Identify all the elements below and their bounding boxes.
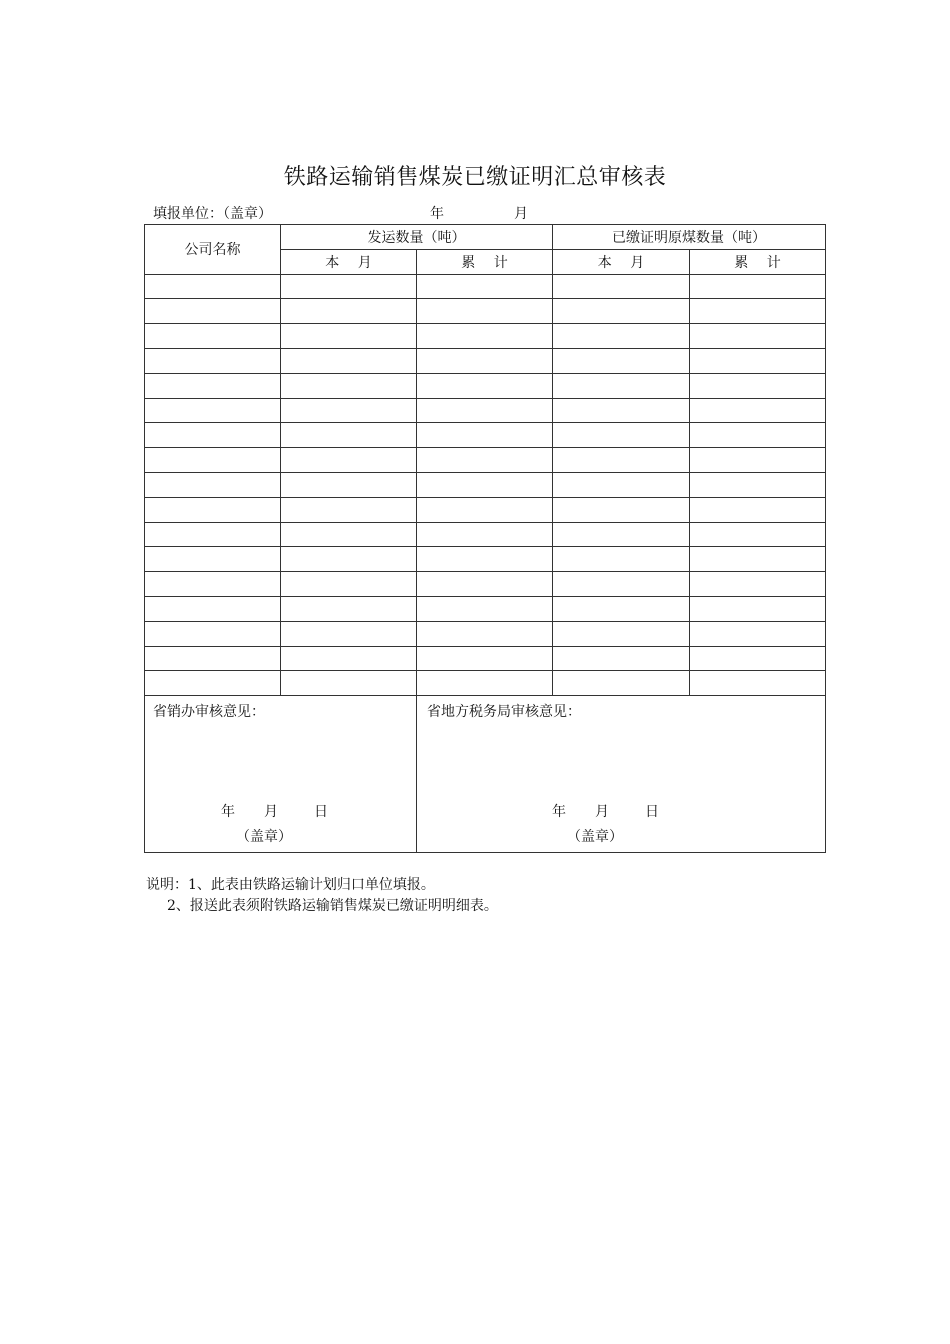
table-cell[interactable] xyxy=(145,596,281,621)
table-row xyxy=(145,497,826,522)
table-cell[interactable] xyxy=(145,274,281,299)
table-row xyxy=(145,324,826,349)
table-cell[interactable] xyxy=(553,497,690,522)
table-cell[interactable] xyxy=(417,448,553,473)
table-cell[interactable] xyxy=(417,324,553,349)
table-cell[interactable] xyxy=(145,646,281,671)
table-cell[interactable] xyxy=(417,646,553,671)
table-cell[interactable] xyxy=(417,299,553,324)
note-line-2: 2、报送此表须附铁路运输销售煤炭已缴证明明细表。 xyxy=(167,898,498,914)
table-cell[interactable] xyxy=(417,596,553,621)
table-cell[interactable] xyxy=(553,274,690,299)
table-row xyxy=(145,522,826,547)
tax-bureau-seal-label: （盖章） xyxy=(567,829,623,846)
opinion-row xyxy=(145,696,826,853)
table-cell[interactable] xyxy=(145,572,281,597)
table-cell[interactable] xyxy=(553,671,690,696)
table-cell[interactable] xyxy=(281,522,417,547)
table-cell[interactable] xyxy=(553,324,690,349)
table-cell[interactable] xyxy=(281,324,417,349)
table-cell[interactable] xyxy=(281,398,417,423)
table-cell[interactable] xyxy=(417,373,553,398)
table-cell[interactable] xyxy=(281,621,417,646)
tax-bureau-day: 日 xyxy=(645,804,659,821)
page-title: 铁路运输销售煤炭已缴证明汇总审核表 xyxy=(283,165,667,190)
table-cell[interactable] xyxy=(145,423,281,448)
table-row xyxy=(145,398,826,423)
table-cell[interactable] xyxy=(417,423,553,448)
tax-bureau-date xyxy=(417,801,825,821)
table-cell[interactable] xyxy=(417,274,553,299)
table-cell[interactable] xyxy=(145,448,281,473)
fill-info-line xyxy=(153,203,833,223)
shipped-this-month-header: 本 月 xyxy=(281,249,417,274)
table-row xyxy=(145,299,826,324)
sales-office-seal-label: （盖章） xyxy=(236,829,292,846)
table-cell[interactable] xyxy=(145,373,281,398)
tax-bureau-month: 月 xyxy=(595,804,609,821)
table-row xyxy=(145,274,826,299)
table-cell[interactable] xyxy=(417,572,553,597)
sales-office-date xyxy=(145,801,416,821)
tax-bureau-year: 年 xyxy=(552,804,566,821)
table-cell[interactable] xyxy=(281,572,417,597)
table-cell[interactable] xyxy=(690,299,826,324)
table-cell[interactable] xyxy=(553,646,690,671)
table-cell[interactable] xyxy=(281,373,417,398)
shipped-cumulative-header: 累 计 xyxy=(417,249,553,274)
table-cell[interactable] xyxy=(690,522,826,547)
year-label: 年 xyxy=(430,206,444,222)
tax-bureau-opinion-label: 省地方税务局审核意见： xyxy=(427,704,581,721)
table-cell[interactable] xyxy=(690,448,826,473)
table-cell[interactable] xyxy=(553,373,690,398)
table-cell[interactable] xyxy=(553,472,690,497)
table-row xyxy=(145,547,826,572)
table-cell[interactable] xyxy=(145,398,281,423)
table-cell[interactable] xyxy=(145,497,281,522)
table-cell[interactable] xyxy=(690,621,826,646)
table-cell[interactable] xyxy=(553,448,690,473)
table-cell[interactable] xyxy=(553,398,690,423)
table-row xyxy=(145,423,826,448)
table-row xyxy=(145,373,826,398)
table-cell[interactable] xyxy=(553,423,690,448)
table-cell[interactable] xyxy=(417,497,553,522)
table-cell[interactable] xyxy=(281,274,417,299)
table-cell[interactable] xyxy=(417,621,553,646)
table-cell[interactable] xyxy=(690,324,826,349)
table-cell[interactable] xyxy=(690,398,826,423)
table-cell[interactable] xyxy=(417,348,553,373)
company-name-header: 公司名称 xyxy=(145,225,281,275)
sales-office-year: 年 xyxy=(221,804,235,821)
table-cell[interactable] xyxy=(690,572,826,597)
table-cell[interactable] xyxy=(553,348,690,373)
shipped-quantity-header: 发运数量（吨） xyxy=(281,225,553,250)
table-cell[interactable] xyxy=(553,547,690,572)
table-cell[interactable] xyxy=(553,299,690,324)
certified-quantity-header: 已缴证明原煤数量（吨） xyxy=(553,225,826,250)
table-cell[interactable] xyxy=(690,472,826,497)
table-cell[interactable] xyxy=(690,671,826,696)
table-cell[interactable] xyxy=(690,423,826,448)
table-cell[interactable] xyxy=(417,547,553,572)
table-cell[interactable] xyxy=(690,646,826,671)
table-cell[interactable] xyxy=(145,324,281,349)
table-cell[interactable] xyxy=(690,596,826,621)
sales-office-opinion-cell[interactable] xyxy=(145,696,417,853)
sales-office-opinion-label: 省销办审核意见： xyxy=(153,704,265,721)
note-line-1: 说明：1、此表由铁路运输计划归口单位填报。 xyxy=(146,877,435,893)
summary-table xyxy=(144,224,826,853)
table-cell[interactable] xyxy=(690,348,826,373)
tax-bureau-opinion-cell[interactable] xyxy=(417,696,826,853)
table-cell[interactable] xyxy=(690,547,826,572)
table-row xyxy=(145,646,826,671)
table-row xyxy=(145,348,826,373)
table-cell[interactable] xyxy=(145,547,281,572)
certified-this-month-header: 本 月 xyxy=(553,249,690,274)
table-cell[interactable] xyxy=(281,448,417,473)
table-cell[interactable] xyxy=(281,348,417,373)
sales-office-day: 日 xyxy=(314,804,328,821)
table-cell[interactable] xyxy=(553,621,690,646)
certified-cumulative-header: 累 计 xyxy=(690,249,826,274)
table-cell[interactable] xyxy=(417,522,553,547)
table-cell[interactable] xyxy=(145,299,281,324)
table-cell[interactable] xyxy=(690,373,826,398)
table-cell[interactable] xyxy=(417,472,553,497)
table-cell[interactable] xyxy=(281,646,417,671)
table-cell[interactable] xyxy=(281,547,417,572)
table-cell[interactable] xyxy=(281,423,417,448)
reporting-unit-label: 填报单位：（盖章） xyxy=(153,206,272,222)
table-cell[interactable] xyxy=(145,621,281,646)
table-cell[interactable] xyxy=(145,348,281,373)
table-cell[interactable] xyxy=(145,671,281,696)
table-cell[interactable] xyxy=(145,472,281,497)
table-row xyxy=(145,596,826,621)
table-cell[interactable] xyxy=(281,472,417,497)
table-cell[interactable] xyxy=(281,299,417,324)
table-row xyxy=(145,572,826,597)
table-cell[interactable] xyxy=(690,497,826,522)
table-cell[interactable] xyxy=(553,522,690,547)
table-cell[interactable] xyxy=(553,572,690,597)
header-row-1 xyxy=(145,225,826,250)
table-cell[interactable] xyxy=(145,522,281,547)
month-label: 月 xyxy=(514,206,528,222)
table-row xyxy=(145,472,826,497)
table-cell[interactable] xyxy=(417,671,553,696)
table-cell[interactable] xyxy=(553,596,690,621)
sales-office-month: 月 xyxy=(264,804,278,821)
table-cell[interactable] xyxy=(281,596,417,621)
table-row xyxy=(145,448,826,473)
table-cell[interactable] xyxy=(281,497,417,522)
table-cell[interactable] xyxy=(690,274,826,299)
table-cell[interactable] xyxy=(417,398,553,423)
table-row xyxy=(145,671,826,696)
notes xyxy=(146,875,498,917)
table-cell[interactable] xyxy=(281,671,417,696)
table-row xyxy=(145,621,826,646)
